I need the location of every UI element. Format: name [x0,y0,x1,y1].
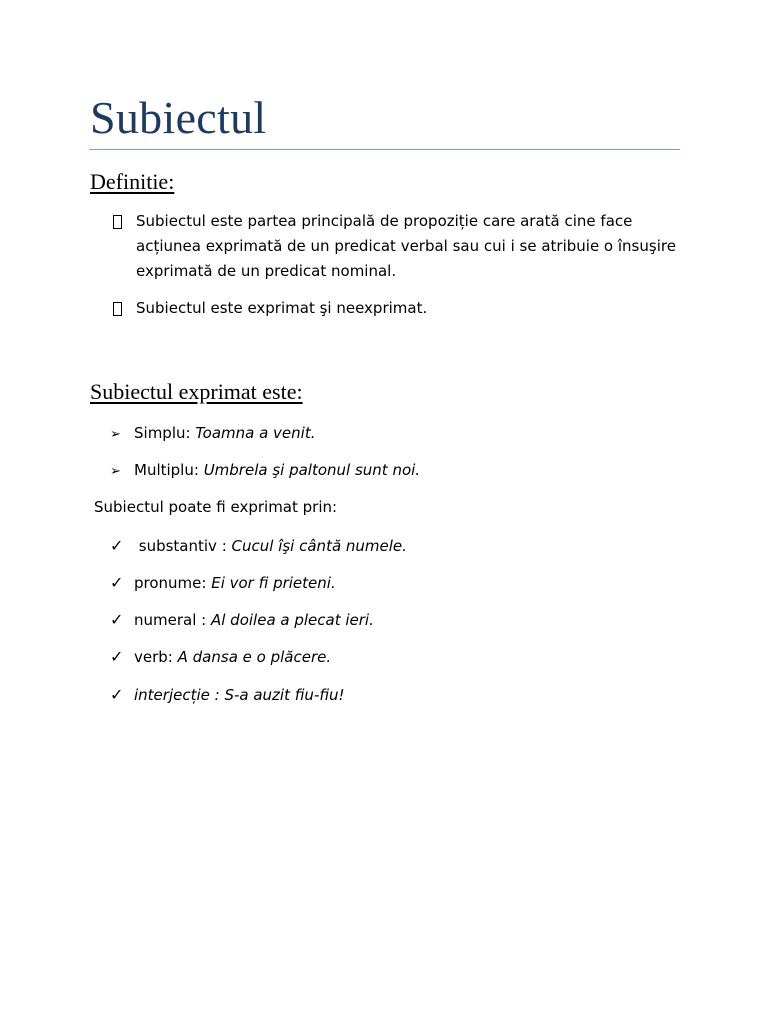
item-example: Umbrela şi paltonul sunt noi. [203,461,421,479]
item-example: A dansa e o plăcere. [177,648,332,666]
checkmark-icon: ✓ [110,573,124,592]
page-title: Subiectul [90,92,267,143]
item-example: Ei vor fi prieteni. [211,574,336,592]
item-example: Cucul îşi cântă numele. [231,537,407,555]
list-item [110,533,407,559]
item-example: Toamna a venit. [195,424,316,442]
arrow-bullet-icon: ➢ [110,427,121,442]
bullet-box-icon [110,209,130,238]
checkmark-icon: ✓ [110,647,124,666]
checkmark-icon: ✓ [110,610,124,629]
item-label: numeral : [134,611,211,629]
bullet-text: Subiectul este exprimat şi neexprimat. [136,299,428,317]
item-label: substantiv : [134,537,232,555]
definition-bullet [110,209,690,284]
arrow-bullet-icon: ➢ [110,464,121,479]
checkmark-icon: ✓ [110,536,124,555]
item-label: Multiplu: [134,461,204,479]
list-item [110,570,336,596]
item-example: interjecție : S-a auzit fiu-fiu! [134,686,345,704]
ways-intro: Subiectul poate fi exprimat prin: [94,498,338,516]
item-example: Al doilea a plecat ieri. [210,611,374,629]
bullet-box-icon [110,296,130,325]
item-label: Simplu: [134,424,196,442]
checkmark-icon: ✓ [110,685,124,704]
definition-bullet [110,296,690,321]
list-item [110,421,315,447]
item-label: verb: [134,648,178,666]
list-item [110,644,331,670]
item-label: pronume: [134,574,212,592]
expressed-heading: Subiectul exprimat este: [90,379,303,404]
list-item [110,458,420,484]
title-divider [89,149,680,150]
list-item [110,607,374,633]
list-item [110,682,345,708]
definition-heading: Definitie: [90,169,175,194]
bullet-text: Subiectul este partea principală de propoziție care arată cine face acțiunea exprimată de un predicat verbal sau cui i se atribuie o însuşire exprimată de un predicat nominal. [136,212,676,280]
